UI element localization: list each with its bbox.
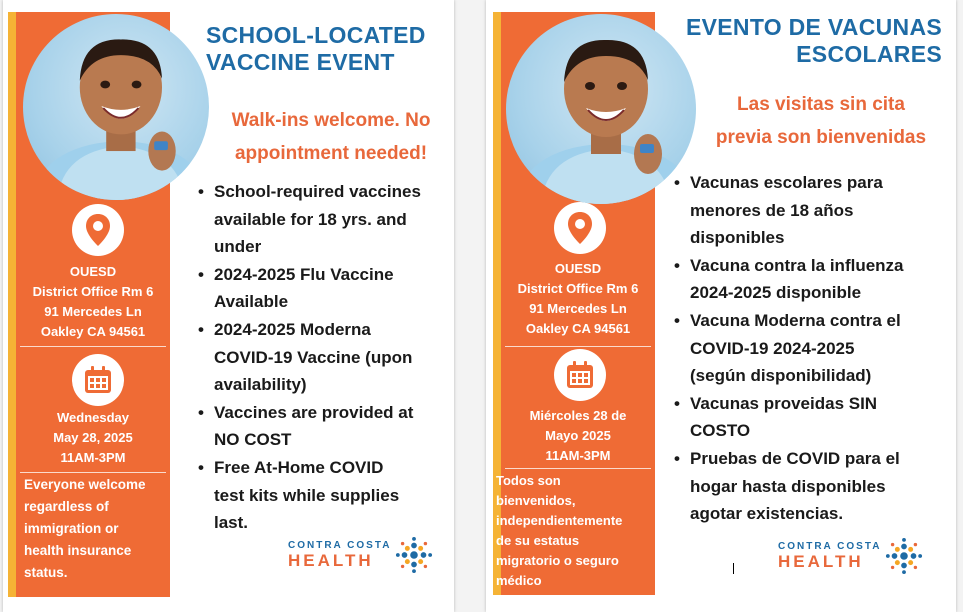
date-line: Miércoles 28 de bbox=[529, 408, 627, 423]
welcome-line: Everyone welcome bbox=[24, 477, 146, 492]
yellow-stripe bbox=[8, 12, 16, 597]
date-line: Wednesday bbox=[56, 410, 129, 425]
title-line: VACCINE EVENT bbox=[206, 49, 395, 75]
list-item: • Pruebas de COVID para el hogar hasta disponibles agotar existencias. bbox=[674, 445, 952, 528]
divider bbox=[20, 472, 166, 473]
title-line: SCHOOL-LOCATED bbox=[206, 22, 426, 48]
walkin-line: previa son bienvenidas bbox=[715, 127, 927, 148]
welcome-line: de su estatus bbox=[496, 533, 580, 548]
divider bbox=[505, 346, 651, 347]
flyer-english bbox=[3, 0, 454, 612]
location-line: Oakley CA 94561 bbox=[525, 321, 631, 336]
vaccine-list bbox=[198, 178, 448, 537]
logo-top-text: CONTRA COSTA bbox=[778, 541, 882, 552]
event-title bbox=[206, 22, 426, 76]
divider bbox=[505, 468, 651, 469]
location-line: OUESD bbox=[554, 261, 602, 276]
location-block bbox=[16, 262, 170, 342]
welcome-line: migratorio o seguro bbox=[496, 553, 619, 568]
welcome-line: health insurance bbox=[24, 543, 132, 558]
location-line: 91 Mercedes Ln bbox=[44, 304, 142, 319]
welcome-note bbox=[24, 474, 168, 584]
welcome-line: médico bbox=[496, 573, 542, 588]
walkin-notice bbox=[691, 88, 951, 154]
list-item: • 2024-2025 Moderna COVID-19 Vaccine (upon availability) bbox=[198, 316, 448, 399]
walkin-line: Las visitas sin cita bbox=[737, 94, 905, 115]
list-item: • Vaccines are provided at NO COST bbox=[198, 399, 448, 454]
welcome-line: status. bbox=[24, 565, 68, 580]
date-line: Mayo 2025 bbox=[545, 428, 611, 443]
child-photo bbox=[23, 14, 209, 200]
location-block bbox=[501, 259, 655, 339]
list-item: • Vacuna Moderna contra el COVID-19 2024-2025 (según disponibilidad) bbox=[674, 307, 952, 390]
list-item: • Free At-Home COVID test kits while supplies last. bbox=[198, 454, 448, 537]
location-line: OUESD bbox=[69, 264, 117, 279]
location-line: District Office Rm 6 bbox=[517, 281, 639, 296]
date-line: 11AM-3PM bbox=[545, 448, 611, 463]
contra-costa-health-logo bbox=[778, 537, 923, 575]
text-cursor bbox=[733, 563, 734, 574]
location-line: 91 Mercedes Ln bbox=[529, 301, 627, 316]
location-line: Oakley CA 94561 bbox=[40, 324, 146, 339]
welcome-line: bienvenidos, bbox=[496, 493, 576, 508]
list-item: • Vacunas proveidas SIN COSTO bbox=[674, 390, 952, 445]
calendar-icon bbox=[72, 354, 124, 406]
logo-bottom-text: HEALTH bbox=[288, 551, 374, 570]
divider bbox=[20, 346, 166, 347]
vaccine-list bbox=[674, 169, 952, 528]
welcome-line: Todos son bbox=[496, 473, 561, 488]
map-pin-icon bbox=[554, 202, 606, 254]
walkin-notice bbox=[211, 104, 451, 170]
flyer-spanish bbox=[486, 0, 956, 612]
child-photo bbox=[506, 14, 696, 204]
welcome-line: independientemente bbox=[496, 513, 623, 528]
logo-bottom-text: HEALTH bbox=[778, 552, 864, 571]
flower-logo-icon bbox=[395, 536, 433, 574]
date-block bbox=[16, 408, 170, 468]
logo-top-text: CONTRA COSTA bbox=[288, 540, 392, 551]
location-line: District Office Rm 6 bbox=[32, 284, 154, 299]
list-item: • 2024-2025 Flu Vaccine Available bbox=[198, 261, 448, 316]
title-line: EVENTO DE VACUNAS bbox=[685, 14, 942, 40]
calendar-icon bbox=[554, 349, 606, 401]
flower-logo-icon bbox=[885, 537, 923, 575]
title-line: ESCOLARES bbox=[796, 41, 942, 67]
date-block bbox=[501, 406, 655, 466]
map-pin-icon bbox=[72, 204, 124, 256]
list-item: • School-required vaccines available for 18 yrs. and under bbox=[198, 178, 448, 261]
list-item: • Vacuna contra la influenza 2024-2025 disponible bbox=[674, 252, 952, 307]
date-line: 11AM-3PM bbox=[60, 450, 126, 465]
contra-costa-health-logo bbox=[288, 536, 433, 574]
welcome-note bbox=[496, 471, 650, 591]
event-title bbox=[686, 14, 942, 68]
date-line: May 28, 2025 bbox=[53, 430, 133, 445]
welcome-line: regardless of bbox=[24, 499, 109, 514]
walkin-line: Walk-ins welcome. No bbox=[231, 110, 431, 131]
walkin-line: appointment needed! bbox=[234, 143, 428, 164]
welcome-line: immigration or bbox=[24, 521, 119, 536]
list-item: • Vacunas escolares para menores de 18 años disponibles bbox=[674, 169, 952, 252]
